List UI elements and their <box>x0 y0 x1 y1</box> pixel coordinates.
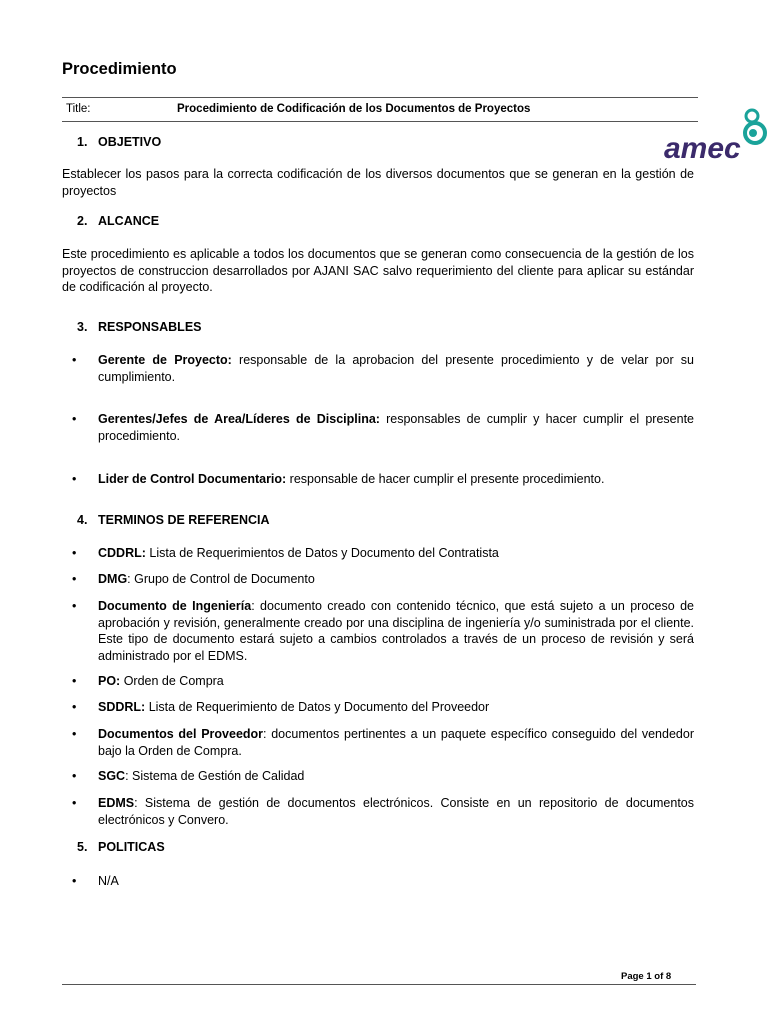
section-heading-responsables <box>77 320 202 334</box>
bullet-icon: • <box>72 572 77 586</box>
section-number: 1. <box>77 135 88 149</box>
item-term: SDDRL: <box>98 700 146 714</box>
footer-divider <box>62 984 696 985</box>
bullet-icon: • <box>72 412 77 426</box>
section-heading-objetivo <box>77 135 161 149</box>
item-term: Gerentes/Jefes de Area/Líderes de Disciplina: <box>98 412 380 426</box>
list-item <box>72 471 694 488</box>
item-text: Orden de Compra <box>120 674 224 688</box>
section-title: ALCANCE <box>98 214 160 228</box>
section-heading-politicas <box>77 840 165 854</box>
section-heading-alcance <box>77 214 159 228</box>
alcance-text: Este procedimiento es aplicable a todos los documentos que se generan como consecuencia de la gestión de los proyectos de construccion desarrollados por AJANI SAC salvo requerimiento del cliente para aplicar su estándar de codificación al proyecto. <box>62 247 694 294</box>
bullet-icon: • <box>72 769 77 783</box>
section-title: POLITICAS <box>98 840 165 854</box>
item-term: SGC <box>98 769 126 783</box>
section-title: TERMINOS DE REFERENCIA <box>98 513 270 527</box>
section-number: 3. <box>77 320 88 334</box>
item-text: Lista de Requerimiento de Datos y Documento del Proveedor <box>145 700 490 714</box>
list-item <box>72 726 694 759</box>
list-item <box>72 873 694 890</box>
list-item <box>72 571 694 588</box>
section-number: 4. <box>77 513 88 527</box>
document-title: Procedimiento de Codificación de los Documentos de Proyectos <box>177 103 531 115</box>
logo-ring-top <box>746 110 758 122</box>
item-text: Lista de Requerimientos de Datos y Documento del Contratista <box>145 546 499 560</box>
bullet-icon: • <box>72 472 77 486</box>
section-title: RESPONSABLES <box>98 320 202 334</box>
item-term: Gerente de Proyecto: <box>98 353 232 367</box>
bullet-icon: • <box>72 796 77 810</box>
logo-text: amec <box>664 132 741 165</box>
list-item <box>72 545 694 562</box>
bullet-icon: • <box>72 727 77 741</box>
item-text: responsable de la aprobacion del presente procedimiento y de velar por su cumplimiento. <box>98 353 694 384</box>
item-term: Lider de Control Documentario: <box>98 472 287 486</box>
item-text: N/A <box>98 874 119 888</box>
bullet-icon: • <box>72 546 77 560</box>
item-term: CDDRL: <box>98 546 146 560</box>
section-number: 2. <box>77 214 88 228</box>
section-number: 5. <box>77 840 88 854</box>
list-item <box>72 795 694 828</box>
logo-dot <box>749 129 757 137</box>
list-item <box>72 352 694 385</box>
item-term: EDMS <box>98 796 135 810</box>
item-term: Documento de Ingeniería <box>98 599 252 613</box>
item-text: responsables de cumplir y hacer cumplir el presente procedimiento. <box>98 412 694 443</box>
list-item <box>72 699 694 716</box>
list-item <box>72 411 694 444</box>
section-title: OBJETIVO <box>98 135 162 149</box>
bullet-icon: • <box>72 674 77 688</box>
item-term: PO: <box>98 674 121 688</box>
item-text: : Grupo de Control de Documento <box>127 572 315 586</box>
item-text: : documentos pertinentes a un paquete específico conseguido del vendedor bajo la Orden de Compra. <box>98 727 694 758</box>
bullet-icon: • <box>72 700 77 714</box>
objetivo-text: Establecer los pasos para la correcta codificación de los diversos documentos que se generan en la gestión de proyectos <box>62 167 694 198</box>
list-item <box>72 598 694 664</box>
item-text: : Sistema de gestión de documentos electrónicos. Consiste en un repositorio de documentos electrónicos y Convero. <box>98 796 694 827</box>
page-heading: Procedimiento <box>62 60 177 78</box>
bullet-icon: • <box>72 599 77 613</box>
amec-logo-graphic <box>664 106 768 168</box>
title-label: Title: <box>66 103 91 115</box>
page-number: Page 1 of 8 <box>621 971 672 982</box>
item-term: DMG <box>98 572 128 586</box>
item-text: : Sistema de Gestión de Calidad <box>125 769 305 783</box>
item-text: : documento creado con contenido técnico, que está sujeto a un proceso de aprobación y revisión, generalmente creado por una disciplina de ingeniería y/o suministrada por el cliente. Este tipo de documento estará sujeto a cambios controlados a través de un proceso de revisión y será administrado por el EDMS. <box>98 599 694 663</box>
list-item <box>72 768 694 785</box>
bullet-icon: • <box>72 874 77 888</box>
item-term: Documentos del Proveedor <box>98 727 264 741</box>
amec-logo <box>664 106 768 168</box>
item-text: responsable de hacer cumplir el presente procedimiento. <box>286 472 605 486</box>
bullet-icon: • <box>72 353 77 367</box>
list-item <box>72 673 694 690</box>
section-heading-terminos <box>77 513 270 527</box>
title-box <box>62 97 698 122</box>
